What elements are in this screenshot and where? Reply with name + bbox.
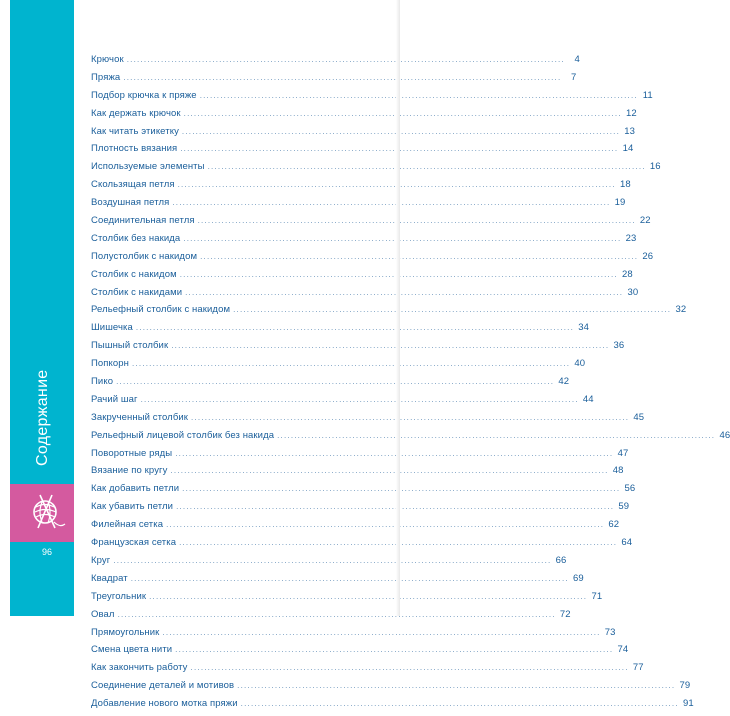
toc-dot-leader [200, 252, 638, 261]
toc-entry[interactable] [91, 393, 594, 412]
toc-entry-page: 72 [559, 608, 571, 620]
toc-dot-leader [172, 198, 610, 207]
toc-entry[interactable] [91, 71, 577, 90]
toc-entry-page: 23 [625, 232, 637, 244]
toc-entry-page: 56 [624, 483, 636, 495]
toc-entry-page: 45 [633, 411, 645, 423]
toc-entry-page: 91 [683, 698, 694, 710]
toc-entry-title: Пышный столбик [91, 340, 169, 352]
toc-dot-leader [182, 484, 620, 493]
toc-dot-leader [198, 216, 636, 225]
toc-entry-title: Как закончить работу [91, 662, 188, 674]
toc-entry-page: 62 [608, 519, 620, 531]
toc-entry-page: 74 [617, 644, 629, 656]
toc-entry[interactable] [91, 322, 590, 340]
toc-entry[interactable] [91, 304, 687, 322]
toc-entry[interactable] [91, 250, 654, 269]
toc-entry-title: Подбор крючка к пряже [91, 89, 197, 101]
toc-entry-page: 69 [573, 572, 584, 584]
toc-entry-title: Круг [91, 554, 111, 566]
toc-entry-title: Плотность вязания [91, 143, 178, 155]
toc-dot-leader [241, 699, 679, 708]
toc-entry[interactable] [91, 662, 644, 680]
toc-entry-page: 79 [679, 680, 691, 692]
toc-entry-title: Поворотные ряды [91, 447, 173, 459]
toc-entry[interactable] [91, 483, 636, 501]
toc-entry[interactable] [91, 125, 636, 144]
toc-dot-leader [175, 645, 613, 654]
toc-entry-title: Смена цвета нити [91, 644, 173, 656]
toc-entry[interactable] [91, 161, 661, 179]
toc-entry-page: 30 [627, 286, 639, 298]
toc-dot-leader [113, 556, 551, 565]
toc-dot-leader [132, 359, 570, 368]
toc-dot-leader [183, 234, 621, 243]
toc-entry[interactable] [91, 590, 603, 609]
toc-entry[interactable] [91, 429, 730, 448]
toc-entry-title: Столбик без накида [91, 232, 181, 244]
toc-entry-title: Пико [91, 376, 114, 388]
toc-entry-page: 66 [555, 554, 567, 566]
toc-entry[interactable] [91, 608, 571, 627]
toc-dot-leader [191, 413, 629, 422]
toc-entry[interactable] [91, 232, 637, 251]
toc-entry-page: 59 [618, 501, 630, 513]
toc-entry-title: Французская сетка [91, 537, 177, 549]
toc-entry-page: 19 [614, 197, 626, 209]
toc-entry-page: 14 [622, 143, 634, 155]
toc-dot-leader [171, 341, 609, 350]
toc-dot-leader [149, 592, 587, 601]
toc-dot-leader [182, 127, 620, 136]
page-number: 96 [42, 547, 53, 557]
toc-dot-leader [166, 520, 604, 529]
toc-entry-page: 34 [578, 322, 590, 334]
sidebar-title: Содержание [34, 369, 51, 466]
toc-dot-leader [191, 663, 629, 672]
toc-entry[interactable] [91, 626, 616, 645]
toc-entry-title: Рельефный лицевой столбик без накида [91, 429, 275, 441]
toc-entry-page: 16 [649, 161, 661, 173]
toc-dot-leader [141, 395, 579, 404]
toc-entry-title: Полустолбик с накидом [91, 250, 198, 262]
toc-dot-leader [123, 73, 561, 82]
toc-entry-title: Рельефный столбик с накидом [91, 304, 231, 316]
toc-dot-leader [208, 162, 646, 171]
toc-dot-leader [200, 91, 638, 100]
toc-dot-leader [277, 431, 715, 440]
toc-entry-title: Вязание по кругу [91, 465, 168, 477]
toc-entry[interactable] [91, 197, 626, 215]
toc-entry[interactable] [91, 680, 691, 698]
toc-entry-page: 47 [617, 447, 629, 459]
toc-entry-page: 28 [622, 268, 633, 280]
toc-entry-page: 42 [558, 376, 570, 388]
toc-entry[interactable] [91, 215, 651, 233]
toc-entry[interactable] [91, 465, 624, 483]
toc-entry[interactable] [91, 179, 631, 197]
toc-entry[interactable] [91, 447, 629, 466]
page-edge-shadow [396, 0, 400, 616]
toc-dot-leader [131, 574, 569, 583]
toc-entry-title: Филейная сетка [91, 519, 164, 531]
toc-entry[interactable] [91, 143, 634, 161]
toc-entry-title: Овал [91, 608, 115, 620]
toc-dot-leader [116, 377, 554, 386]
toc-entry-title: Шишечка [91, 322, 133, 334]
sidebar [10, 0, 74, 616]
toc-entry-page: 44 [582, 393, 594, 405]
toc-dot-leader [175, 449, 613, 458]
toc-entry-title: Рачий шаг [91, 393, 138, 405]
toc-entry-page: 77 [632, 662, 644, 674]
toc-dot-leader [185, 288, 623, 297]
toc-entry[interactable] [91, 376, 570, 394]
toc-entry-page: 36 [613, 340, 625, 352]
toc-entry-title: Пряжа [91, 71, 121, 83]
toc-entry-page: 71 [591, 590, 603, 602]
toc-entry-page: 64 [621, 537, 633, 549]
toc-dot-leader [184, 109, 622, 118]
toc-entry[interactable] [91, 54, 580, 72]
toc-entry-page: 32 [675, 304, 687, 316]
toc-entry-title: Попкорн [91, 358, 130, 370]
toc-entry-page: 7 [571, 71, 577, 83]
toc-entry[interactable] [91, 358, 586, 376]
toc-dot-leader [127, 55, 565, 64]
toc-entry[interactable] [91, 501, 630, 519]
toc-entry-title: Как держать крючок [91, 107, 181, 119]
toc-entry[interactable] [91, 572, 584, 591]
toc-entry-page: 13 [624, 125, 636, 137]
toc-entry[interactable] [91, 411, 645, 430]
table-of-contents [91, 54, 730, 716]
toc-entry-title: Квадрат [91, 572, 128, 584]
toc-entry-page: 73 [604, 626, 616, 638]
toc-entry[interactable] [91, 89, 653, 108]
toc-entry-page: 22 [639, 215, 651, 227]
toc-entry[interactable] [91, 340, 625, 358]
toc-dot-leader [237, 681, 675, 690]
toc-entry-page: 40 [574, 358, 586, 370]
toc-entry-page: 12 [625, 107, 637, 119]
toc-dot-leader [170, 466, 608, 475]
toc-entry-title: Используемые элементы [91, 161, 205, 173]
toc-entry-title: Соединительная петля [91, 215, 195, 227]
toc-entry-title: Треугольник [91, 590, 147, 602]
toc-dot-leader [136, 323, 574, 332]
toc-entry-page: 46 [719, 429, 730, 441]
toc-entry-title: Столбик с накидом [91, 268, 177, 280]
toc-entry-page: 48 [612, 465, 624, 477]
toc-entry[interactable] [91, 554, 567, 573]
toc-entry-page: 18 [619, 179, 631, 191]
toc-dot-leader [118, 610, 556, 619]
toc-entry[interactable] [91, 537, 633, 555]
toc-entry-title: Прямоугольник [91, 626, 160, 638]
toc-entry[interactable] [91, 698, 694, 716]
toc-entry[interactable] [91, 286, 639, 305]
toc-entry-title: Как добавить петли [91, 483, 180, 495]
toc-entry[interactable] [91, 519, 620, 537]
toc-entry-title: Добавление нового мотка пряжи [91, 698, 238, 710]
toc-entry-title: Воздушная петля [91, 197, 170, 209]
toc-entry-title: Закрученный столбик [91, 411, 189, 423]
toc-entry-page: 26 [642, 250, 654, 262]
toc-dot-leader [233, 305, 671, 314]
toc-entry-title: Соединение деталей и мотивов [91, 680, 235, 692]
toc-entry-title: Крючок [91, 54, 124, 65]
toc-entry-page: 11 [642, 89, 653, 101]
toc-entry[interactable] [91, 107, 637, 126]
toc-entry[interactable] [91, 268, 633, 287]
toc-dot-leader [162, 628, 600, 637]
yarn-ball-with-hook-icon [28, 490, 68, 536]
toc-entry-title: Столбик с накидами [91, 286, 183, 298]
toc-entry-title: Как читать этикетку [91, 125, 179, 137]
toc-entry-title: Скользящая петля [91, 179, 175, 191]
toc-entry-title: Как убавить петли [91, 501, 174, 513]
toc-entry-page: 4 [574, 54, 580, 65]
toc-entry[interactable] [91, 644, 629, 662]
